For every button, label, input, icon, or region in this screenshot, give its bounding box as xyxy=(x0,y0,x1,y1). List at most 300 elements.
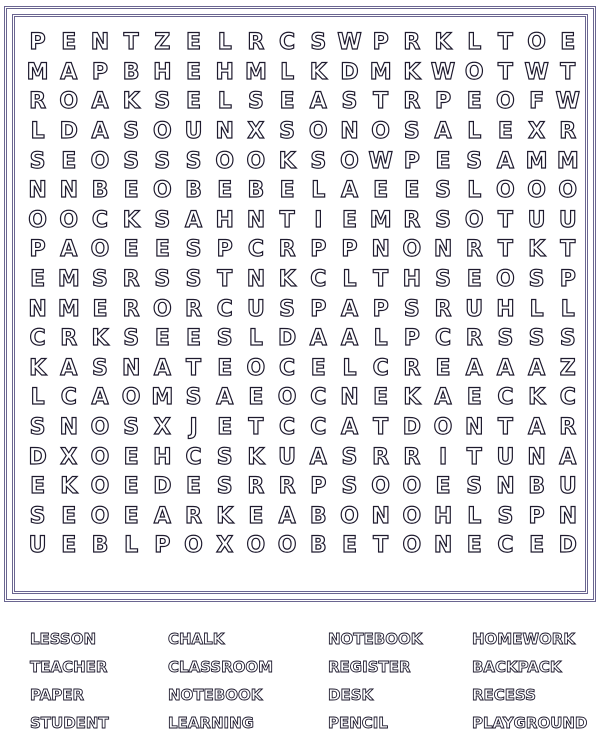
grid-letter[interactable]: R xyxy=(372,444,390,470)
grid-letter[interactable]: S xyxy=(497,326,514,352)
grid-letter[interactable]: T xyxy=(373,533,389,559)
grid-letter[interactable]: S xyxy=(497,503,514,529)
grid-letter[interactable]: A xyxy=(309,326,327,352)
grid-letter[interactable]: O xyxy=(121,385,141,411)
grid-letter[interactable]: Z xyxy=(559,355,576,381)
grid-letter[interactable]: N xyxy=(246,267,266,293)
grid-letter[interactable]: O xyxy=(464,207,484,233)
grid-letter[interactable]: N xyxy=(371,237,390,263)
grid-letter[interactable]: T xyxy=(123,30,139,56)
grid-letter[interactable]: D xyxy=(277,326,297,352)
grid-letter[interactable]: A xyxy=(340,326,358,352)
grid-letter[interactable]: O xyxy=(152,119,172,145)
grid-letter[interactable]: S xyxy=(435,207,451,233)
grid-letter[interactable]: U xyxy=(28,533,47,559)
grid-letter[interactable]: K xyxy=(278,267,296,293)
grid-letter[interactable]: O xyxy=(90,444,110,470)
grid-letter[interactable]: C xyxy=(372,355,389,381)
grid-letter[interactable]: R xyxy=(403,355,421,381)
grid-letter[interactable]: A xyxy=(559,444,577,470)
grid-letter[interactable]: C xyxy=(91,207,109,233)
grid-letter[interactable]: O xyxy=(90,415,110,441)
grid-letter[interactable]: R xyxy=(559,415,577,441)
grid-letter[interactable]: D xyxy=(59,119,78,145)
grid-letter[interactable]: L xyxy=(373,326,388,352)
grid-letter[interactable]: O xyxy=(308,119,328,145)
grid-letter[interactable]: A xyxy=(60,355,78,381)
grid-letter[interactable]: E xyxy=(123,503,139,529)
grid-letter[interactable]: O xyxy=(496,89,515,115)
grid-letter[interactable]: T xyxy=(497,59,513,85)
grid-letter[interactable]: N xyxy=(340,385,359,411)
grid-letter[interactable]: T xyxy=(466,444,482,470)
grid-letter[interactable]: L xyxy=(467,119,482,145)
grid-letter[interactable]: A xyxy=(185,207,203,233)
grid-letter[interactable]: C xyxy=(497,385,514,411)
grid-letter[interactable]: P xyxy=(341,237,358,263)
grid-letter[interactable]: E xyxy=(373,385,389,411)
grid-letter[interactable]: P xyxy=(434,89,452,115)
grid-letter[interactable]: U xyxy=(496,444,515,470)
grid-letter[interactable]: O xyxy=(59,207,79,233)
grid-letter[interactable]: R xyxy=(465,326,483,352)
grid-letter[interactable]: D xyxy=(340,59,359,85)
grid-letter[interactable]: K xyxy=(122,207,140,233)
grid-letter[interactable]: E xyxy=(248,503,264,529)
grid-letter[interactable]: K xyxy=(403,59,421,85)
grid-letter[interactable]: S xyxy=(341,444,358,470)
grid-letter[interactable]: S xyxy=(154,267,171,293)
grid-letter[interactable]: S xyxy=(185,385,202,411)
grid-letter[interactable]: A xyxy=(496,148,514,174)
grid-letter[interactable]: C xyxy=(247,237,264,263)
grid-letter[interactable]: E xyxy=(186,326,202,352)
grid-letter[interactable]: S xyxy=(528,267,545,293)
grid-letter[interactable]: S xyxy=(216,326,233,352)
grid-letter[interactable]: O xyxy=(215,148,235,174)
grid-letter[interactable]: K xyxy=(247,444,265,470)
grid-letter[interactable]: R xyxy=(559,119,577,145)
grid-letter[interactable]: S xyxy=(29,148,46,174)
grid-letter[interactable]: X xyxy=(60,444,78,470)
grid-letter[interactable]: W xyxy=(430,59,456,85)
grid-letter[interactable]: X xyxy=(528,119,546,145)
grid-letter[interactable]: C xyxy=(279,30,296,56)
grid-letter[interactable]: S xyxy=(123,326,140,352)
grid-letter[interactable]: O xyxy=(90,503,110,529)
grid-letter[interactable]: E xyxy=(279,178,295,204)
grid-letter[interactable]: W xyxy=(337,30,362,56)
grid-letter[interactable]: Z xyxy=(154,30,171,56)
grid-letter[interactable]: L xyxy=(342,267,357,293)
grid-letter[interactable]: K xyxy=(403,385,421,411)
grid-letter[interactable]: C xyxy=(185,444,202,470)
grid-letter[interactable]: O xyxy=(28,207,47,233)
grid-letter[interactable]: W xyxy=(524,59,549,85)
grid-letter[interactable]: P xyxy=(403,326,420,352)
grid-letter[interactable]: E xyxy=(373,178,389,204)
grid-letter[interactable]: E xyxy=(341,207,357,233)
grid-letter[interactable]: O xyxy=(246,533,266,559)
grid-letter[interactable]: B xyxy=(309,503,327,529)
grid-letter[interactable]: T xyxy=(248,415,264,441)
grid-letter[interactable]: A xyxy=(340,296,358,322)
grid-letter[interactable]: E xyxy=(217,355,233,381)
grid-letter[interactable]: L xyxy=(248,326,263,352)
grid-letter[interactable]: S xyxy=(435,267,451,293)
grid-letter[interactable]: O xyxy=(402,474,422,500)
grid-letter[interactable]: M xyxy=(525,148,548,174)
grid-letter[interactable]: O xyxy=(433,415,453,441)
grid-letter[interactable]: S xyxy=(435,178,451,204)
grid-letter[interactable]: K xyxy=(528,237,546,263)
grid-letter[interactable]: N xyxy=(558,503,577,529)
grid-letter[interactable]: A xyxy=(309,444,327,470)
grid-letter[interactable]: R xyxy=(185,296,202,322)
grid-letter[interactable]: E xyxy=(154,326,170,352)
grid-letter[interactable]: B xyxy=(91,178,109,204)
grid-letter[interactable]: A xyxy=(278,503,296,529)
grid-letter[interactable]: E xyxy=(123,178,139,204)
grid-letter[interactable]: L xyxy=(217,89,232,115)
grid-letter[interactable]: A xyxy=(309,89,327,115)
grid-letter[interactable]: O xyxy=(246,355,266,381)
grid-letter[interactable]: O xyxy=(59,89,79,115)
grid-letter[interactable]: E xyxy=(123,444,139,470)
grid-letter[interactable]: S xyxy=(403,296,420,322)
grid-letter[interactable]: H xyxy=(433,503,453,529)
grid-letter[interactable]: L xyxy=(30,385,45,411)
grid-letter[interactable]: E xyxy=(560,30,576,56)
grid-letter[interactable]: C xyxy=(310,267,327,293)
grid-letter[interactable]: E xyxy=(61,503,77,529)
grid-letter[interactable]: A xyxy=(91,89,109,115)
grid-letter[interactable]: R xyxy=(403,207,421,233)
grid-letter[interactable]: O xyxy=(152,178,172,204)
grid-letter[interactable]: E xyxy=(186,89,202,115)
grid-letter[interactable]: I xyxy=(314,207,323,233)
grid-letter[interactable]: T xyxy=(560,237,576,263)
grid-letter[interactable]: A xyxy=(496,355,514,381)
grid-letter[interactable]: S xyxy=(154,207,171,233)
grid-letter[interactable]: E xyxy=(61,148,77,174)
grid-letter[interactable]: P xyxy=(310,296,327,322)
grid-letter[interactable]: T xyxy=(373,415,389,441)
grid-letter[interactable]: P xyxy=(29,237,46,263)
grid-letter[interactable]: E xyxy=(92,296,108,322)
grid-letter[interactable]: O xyxy=(496,178,515,204)
grid-letter[interactable]: N xyxy=(433,533,453,559)
grid-letter[interactable]: O xyxy=(527,30,546,56)
grid-letter[interactable]: S xyxy=(247,89,264,115)
grid-letter[interactable]: D xyxy=(402,415,421,441)
grid-letter[interactable]: E xyxy=(435,148,451,174)
grid-letter[interactable]: R xyxy=(465,237,483,263)
grid-letter[interactable]: L xyxy=(467,30,482,56)
grid-letter[interactable]: K xyxy=(278,148,296,174)
grid-letter[interactable]: T xyxy=(217,267,233,293)
grid-letter[interactable]: S xyxy=(185,237,202,263)
grid-letter[interactable]: H xyxy=(153,59,172,85)
grid-letter[interactable]: S xyxy=(310,30,327,56)
grid-letter[interactable]: S xyxy=(341,474,358,500)
grid-letter[interactable]: E xyxy=(30,474,46,500)
grid-letter[interactable]: U xyxy=(184,119,203,145)
grid-letter[interactable]: T xyxy=(497,237,513,263)
grid-letter[interactable]: X xyxy=(216,533,234,559)
grid-letter[interactable]: P xyxy=(403,148,420,174)
grid-letter[interactable]: R xyxy=(247,30,265,56)
grid-letter[interactable]: P xyxy=(372,30,389,56)
grid-letter[interactable]: S xyxy=(279,119,296,145)
grid-letter[interactable]: N xyxy=(121,355,141,381)
grid-letter[interactable]: S xyxy=(185,267,202,293)
grid-letter[interactable]: M xyxy=(369,207,392,233)
grid-letter[interactable]: C xyxy=(434,326,452,352)
grid-letter[interactable]: L xyxy=(529,296,544,322)
grid-letter[interactable]: L xyxy=(124,533,139,559)
grid-letter[interactable]: C xyxy=(310,415,327,441)
grid-letter[interactable]: X xyxy=(247,119,265,145)
grid-letter[interactable]: O xyxy=(277,533,297,559)
grid-letter[interactable]: A xyxy=(340,415,358,441)
grid-letter[interactable]: S xyxy=(29,503,46,529)
grid-letter[interactable]: T xyxy=(279,207,295,233)
grid-letter[interactable]: D xyxy=(558,533,577,559)
grid-letter[interactable]: R xyxy=(247,474,265,500)
grid-letter[interactable]: O xyxy=(277,385,297,411)
grid-letter[interactable]: A xyxy=(434,119,452,145)
grid-letter[interactable]: L xyxy=(560,296,575,322)
grid-letter[interactable]: E xyxy=(466,267,482,293)
grid-letter[interactable]: A xyxy=(60,237,78,263)
grid-letter[interactable]: O xyxy=(402,503,422,529)
grid-letter[interactable]: M xyxy=(369,59,392,85)
grid-letter[interactable]: S xyxy=(123,415,140,441)
grid-letter[interactable]: R xyxy=(403,444,421,470)
grid-letter[interactable]: P xyxy=(216,237,233,263)
grid-letter[interactable]: L xyxy=(467,178,482,204)
grid-letter[interactable]: K xyxy=(29,355,47,381)
grid-letter[interactable]: T xyxy=(497,207,513,233)
grid-letter[interactable]: O xyxy=(340,503,359,529)
grid-letter[interactable]: C xyxy=(497,533,514,559)
grid-letter[interactable]: O xyxy=(246,148,266,174)
grid-letter[interactable]: H xyxy=(402,267,422,293)
grid-letter[interactable]: B xyxy=(91,533,109,559)
grid-letter[interactable]: S xyxy=(279,296,296,322)
grid-letter[interactable]: A xyxy=(153,355,171,381)
grid-letter[interactable]: R xyxy=(122,296,140,322)
grid-letter[interactable]: O xyxy=(464,59,484,85)
grid-letter[interactable]: K xyxy=(528,385,546,411)
grid-letter[interactable]: L xyxy=(311,178,326,204)
grid-letter[interactable]: R xyxy=(278,237,296,263)
grid-letter[interactable]: S xyxy=(559,326,576,352)
grid-letter[interactable]: U xyxy=(558,474,577,500)
grid-letter[interactable]: O xyxy=(402,237,422,263)
grid-letter[interactable]: R xyxy=(122,267,140,293)
grid-letter[interactable]: E xyxy=(154,237,170,263)
grid-letter[interactable]: O xyxy=(496,267,515,293)
grid-letter[interactable]: S xyxy=(216,444,233,470)
grid-letter[interactable]: U xyxy=(465,296,484,322)
grid-letter[interactable]: E xyxy=(123,237,139,263)
grid-letter[interactable]: E xyxy=(30,267,46,293)
grid-letter[interactable]: C xyxy=(216,296,233,322)
grid-letter[interactable]: N xyxy=(90,30,110,56)
grid-letter[interactable]: N xyxy=(371,503,390,529)
grid-letter[interactable]: B xyxy=(122,59,140,85)
grid-letter[interactable]: P xyxy=(29,30,46,56)
grid-letter[interactable]: B xyxy=(185,178,202,204)
grid-letter[interactable]: R xyxy=(403,30,421,56)
grid-letter[interactable]: E xyxy=(404,178,420,204)
grid-letter[interactable]: R xyxy=(60,326,78,352)
grid-letter[interactable]: S xyxy=(528,326,545,352)
grid-letter[interactable]: E xyxy=(217,415,233,441)
grid-letter[interactable]: N xyxy=(527,444,546,470)
grid-letter[interactable]: J xyxy=(189,415,198,441)
grid-letter[interactable]: E xyxy=(279,89,295,115)
grid-letter[interactable]: S xyxy=(341,89,358,115)
grid-letter[interactable]: M xyxy=(57,296,80,322)
grid-letter[interactable]: U xyxy=(558,207,577,233)
grid-letter[interactable]: T xyxy=(186,355,202,381)
grid-letter[interactable]: A xyxy=(528,415,546,441)
grid-letter[interactable]: B xyxy=(247,178,265,204)
grid-letter[interactable]: F xyxy=(529,89,545,115)
grid-letter[interactable]: S xyxy=(123,119,140,145)
grid-letter[interactable]: A xyxy=(340,178,358,204)
grid-letter[interactable]: P xyxy=(559,267,576,293)
grid-letter[interactable]: A xyxy=(465,355,483,381)
grid-letter[interactable]: S xyxy=(92,355,108,381)
grid-letter[interactable]: L xyxy=(467,503,482,529)
grid-letter[interactable]: S xyxy=(466,474,483,500)
grid-letter[interactable]: L xyxy=(217,30,232,56)
grid-letter[interactable]: T xyxy=(497,30,513,56)
grid-letter[interactable]: E xyxy=(466,533,482,559)
grid-letter[interactable]: E xyxy=(341,533,357,559)
grid-letter[interactable]: L xyxy=(30,119,45,145)
grid-letter[interactable]: M xyxy=(26,59,49,85)
grid-letter[interactable]: I xyxy=(438,444,448,470)
grid-letter[interactable]: O xyxy=(402,533,422,559)
grid-letter[interactable]: P xyxy=(528,503,545,529)
grid-letter[interactable]: O xyxy=(90,148,110,174)
grid-letter[interactable]: O xyxy=(184,533,203,559)
grid-letter[interactable]: E xyxy=(248,385,264,411)
grid-letter[interactable]: R xyxy=(185,503,202,529)
grid-letter[interactable]: K xyxy=(309,59,327,85)
grid-letter[interactable]: S xyxy=(154,89,171,115)
grid-letter[interactable]: O xyxy=(340,148,359,174)
grid-letter[interactable]: O xyxy=(371,474,390,500)
grid-letter[interactable]: E xyxy=(529,533,545,559)
grid-letter[interactable]: K xyxy=(60,474,78,500)
grid-letter[interactable]: A xyxy=(91,119,109,145)
grid-letter[interactable]: B xyxy=(528,474,545,500)
grid-letter[interactable]: R xyxy=(403,89,421,115)
grid-letter[interactable]: H xyxy=(215,207,234,233)
grid-letter[interactable]: H xyxy=(153,444,172,470)
grid-letter[interactable]: N xyxy=(433,237,453,263)
grid-letter[interactable]: K xyxy=(434,30,452,56)
grid-letter[interactable]: O xyxy=(152,296,172,322)
grid-letter[interactable]: N xyxy=(59,178,78,204)
grid-letter[interactable]: D xyxy=(153,474,172,500)
grid-letter[interactable]: E xyxy=(310,355,326,381)
grid-letter[interactable]: C xyxy=(279,415,296,441)
grid-letter[interactable]: W xyxy=(368,148,393,174)
grid-letter[interactable]: O xyxy=(527,178,546,204)
grid-letter[interactable]: O xyxy=(90,474,110,500)
grid-letter[interactable]: T xyxy=(373,89,389,115)
grid-letter[interactable]: N xyxy=(496,474,515,500)
grid-letter[interactable]: P xyxy=(310,237,327,263)
grid-letter[interactable]: E xyxy=(435,474,451,500)
grid-letter[interactable]: S xyxy=(92,267,108,293)
grid-letter[interactable]: S xyxy=(216,474,233,500)
grid-letter[interactable]: C xyxy=(310,385,327,411)
grid-letter[interactable]: H xyxy=(496,296,515,322)
grid-letter[interactable]: E xyxy=(435,355,451,381)
grid-letter[interactable]: P xyxy=(310,474,327,500)
grid-letter[interactable]: R xyxy=(434,296,452,322)
grid-letter[interactable]: L xyxy=(280,59,295,85)
grid-letter[interactable]: C xyxy=(29,326,46,352)
grid-letter[interactable]: N xyxy=(28,178,47,204)
grid-letter[interactable]: W xyxy=(555,89,580,115)
grid-letter[interactable]: D xyxy=(28,444,47,470)
grid-letter[interactable]: R xyxy=(29,89,47,115)
grid-letter[interactable]: N xyxy=(215,119,234,145)
grid-letter[interactable]: T xyxy=(560,59,576,85)
grid-letter[interactable]: M xyxy=(57,267,80,293)
grid-letter[interactable]: U xyxy=(527,207,546,233)
grid-letter[interactable]: A xyxy=(153,503,171,529)
grid-letter[interactable]: U xyxy=(246,296,265,322)
grid-letter[interactable]: N xyxy=(59,415,78,441)
grid-letter[interactable]: E xyxy=(61,533,77,559)
grid-letter[interactable]: B xyxy=(309,533,327,559)
grid-letter[interactable]: S xyxy=(123,148,140,174)
grid-letter[interactable]: S xyxy=(154,148,171,174)
grid-letter[interactable]: H xyxy=(215,59,234,85)
grid-letter[interactable]: X xyxy=(153,415,171,441)
grid-letter[interactable]: A xyxy=(91,385,109,411)
grid-letter[interactable]: C xyxy=(279,355,296,381)
grid-letter[interactable]: E xyxy=(61,30,77,56)
grid-letter[interactable]: C xyxy=(559,385,576,411)
grid-letter[interactable]: O xyxy=(90,237,110,263)
grid-letter[interactable]: O xyxy=(371,119,390,145)
grid-letter[interactable]: P xyxy=(372,296,389,322)
grid-letter[interactable]: A xyxy=(216,385,234,411)
grid-letter[interactable]: E xyxy=(123,474,139,500)
grid-letter[interactable]: T xyxy=(497,415,513,441)
grid-letter[interactable]: R xyxy=(278,474,296,500)
grid-letter[interactable]: T xyxy=(373,267,389,293)
grid-letter[interactable]: E xyxy=(186,30,202,56)
grid-letter[interactable]: E xyxy=(497,119,513,145)
grid-letter[interactable]: A xyxy=(528,355,546,381)
grid-letter[interactable]: L xyxy=(342,355,357,381)
grid-letter[interactable]: N xyxy=(246,207,266,233)
grid-letter[interactable]: E xyxy=(186,474,202,500)
grid-letter[interactable]: K xyxy=(91,326,109,352)
